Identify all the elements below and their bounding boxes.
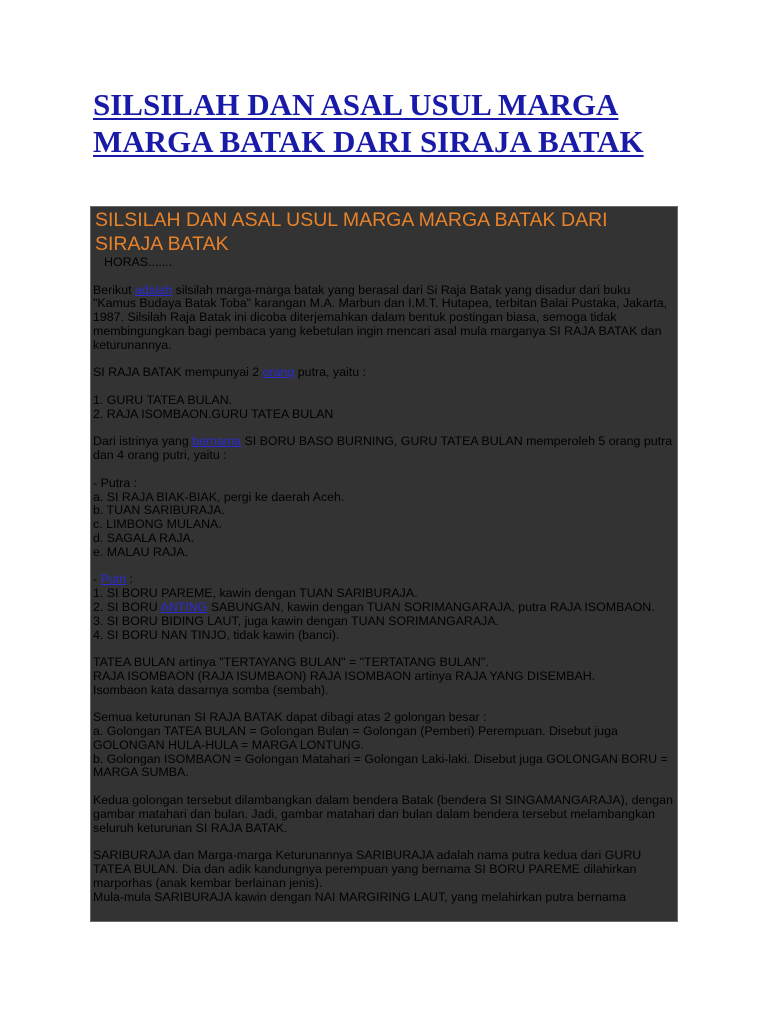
text-line: SARIBURAJA dan Marga-marga Keturunannya SARIBURAJA adalah nama putra kedua dari GURU TATEA BULAN. Dia dan adik kandungnya perempuan yang bernama SI BORU PAREME dilahirkan marporhas (anak kembar berlainan jenis). (93, 848, 642, 890)
text-line: a. Golongan TATEA BULAN = Golongan Bulan = Golongan (Pemberi) Perempuan. Disebut juga GOLONGAN HULA-HULA = MARGA LONTUNG. (93, 724, 618, 752)
sariburaja-paragraph (93, 849, 673, 904)
page-title[interactable]: SILSILAH DAN ASAL USUL MARGA MARGA BATAK DARI SIRAJA BATAK (93, 87, 644, 159)
list-item: 3. SI BORU BIDING LAUT, juga kawin dengan TUAN SORIMANGARAJA. (93, 613, 500, 628)
list-item: c. LIMBONG MULANA. (93, 517, 222, 532)
text-line: b. Golongan ISOMBAON = Golongan Matahari = Golongan Laki-laki. Disebut juga GOLONGAN BORU = MARGA SUMBA. (93, 751, 668, 780)
list-item: 2. SI BORU ANTING SABUNGAN, kawin dengan TUAN SORIMANGARAJA, putra RAJA ISOMBAON. (93, 599, 655, 614)
list-item: 1. SI BORU PAREME, kawin dengan TUAN SARIBURAJA. (93, 586, 418, 601)
list-heading: - Putri : (93, 572, 133, 587)
intro-paragraph: Berikut adalah silsilah marga-marga batak yang berasal dari Si Raja Batak yang disadur dari buku "Kamus Budaya Batak Toba" karangan M.A. Marbun dan I.M.T. Hutapea, terbitan Balai Pustaka, Jakarta, 1987. Silsilah Raja Batak ini dicoba diterjemahkan dalam bentuk postingan biasa, semoga tidak membingungkan bagi pembaca yang kebetulan ingin mencari asal mula marganya SI RAJA BATAK dan keturunannya. (93, 282, 668, 352)
link-orang[interactable]: orang (262, 365, 295, 380)
link-bernama[interactable]: bernama (192, 434, 242, 449)
list-item: 2. RAJA ISOMBAON.GURU TATEA BULAN (93, 406, 334, 421)
meaning-paragraph (93, 656, 673, 697)
list-item: d. SAGALA RAJA. (93, 530, 195, 545)
two-sons-paragraph: SI RAJA BATAK mempunyai 2 orang putra, yaitu : (93, 365, 366, 380)
sons-list (93, 394, 673, 422)
golongan-paragraph (93, 711, 673, 780)
greeting-text: HORAS....... (104, 255, 173, 269)
list-item: 4. SI BORU NAN TINJO, tidak kawin (banci). (93, 627, 340, 642)
text-line: Mula-mula SARIBURAJA kawin dengan NAI MARGIRING LAUT, yang melahirkan putra bernama (93, 889, 627, 904)
link-adalah[interactable]: adalah (135, 282, 173, 297)
list-item: 1. GURU TATEA BULAN. (93, 392, 233, 407)
putra-list (93, 477, 673, 560)
link-putri[interactable]: Putri (100, 572, 127, 587)
link-anting[interactable]: ANTING (160, 599, 208, 614)
text-line: Semua keturunan SI RAJA BATAK dapat dibagi atas 2 golongan besar : (93, 710, 487, 725)
wife-paragraph: Dari istrinya yang bernama SI BORU BASO BURNING, GURU TATEA BULAN memperoleh 5 orang putra dan 4 orang putri, yaitu : (93, 434, 673, 463)
post-content-box (90, 206, 678, 922)
text-line: Isombaon kata dasarnya somba (sembah). (93, 682, 329, 697)
putri-list (93, 573, 673, 642)
text-line: TATEA BULAN artinya "TERTAYANG BULAN" = "TERTATANG BULAN". (93, 655, 489, 670)
text-line: RAJA ISOMBAON (RAJA ISUMBAON) RAJA ISOMBAON artinya RAJA YANG DISEMBAH. (93, 668, 596, 683)
list-item: b. TUAN SARIBURAJA. (93, 503, 225, 518)
list-item: a. SI RAJA BIAK-BIAK, pergi ke daerah Aceh. (93, 489, 345, 504)
post-body (91, 256, 677, 904)
flag-paragraph: Kedua golongan tersebut dilambangkan dalam bendera Batak (bendera SI SINGAMANGARAJA), dengan gambar matahari dan bulan. Jadi, gambar matahari dan bulan dalam bendera tersebut melambangkan seluruh keturunan SI RAJA BATAK. (93, 793, 673, 835)
list-heading: - Putra : (93, 475, 138, 490)
post-title: SILSILAH DAN ASAL USUL MARGA MARGA BATAK DARI SIRAJA BATAK (95, 209, 608, 255)
list-item: e. MALAU RAJA. (93, 544, 189, 559)
